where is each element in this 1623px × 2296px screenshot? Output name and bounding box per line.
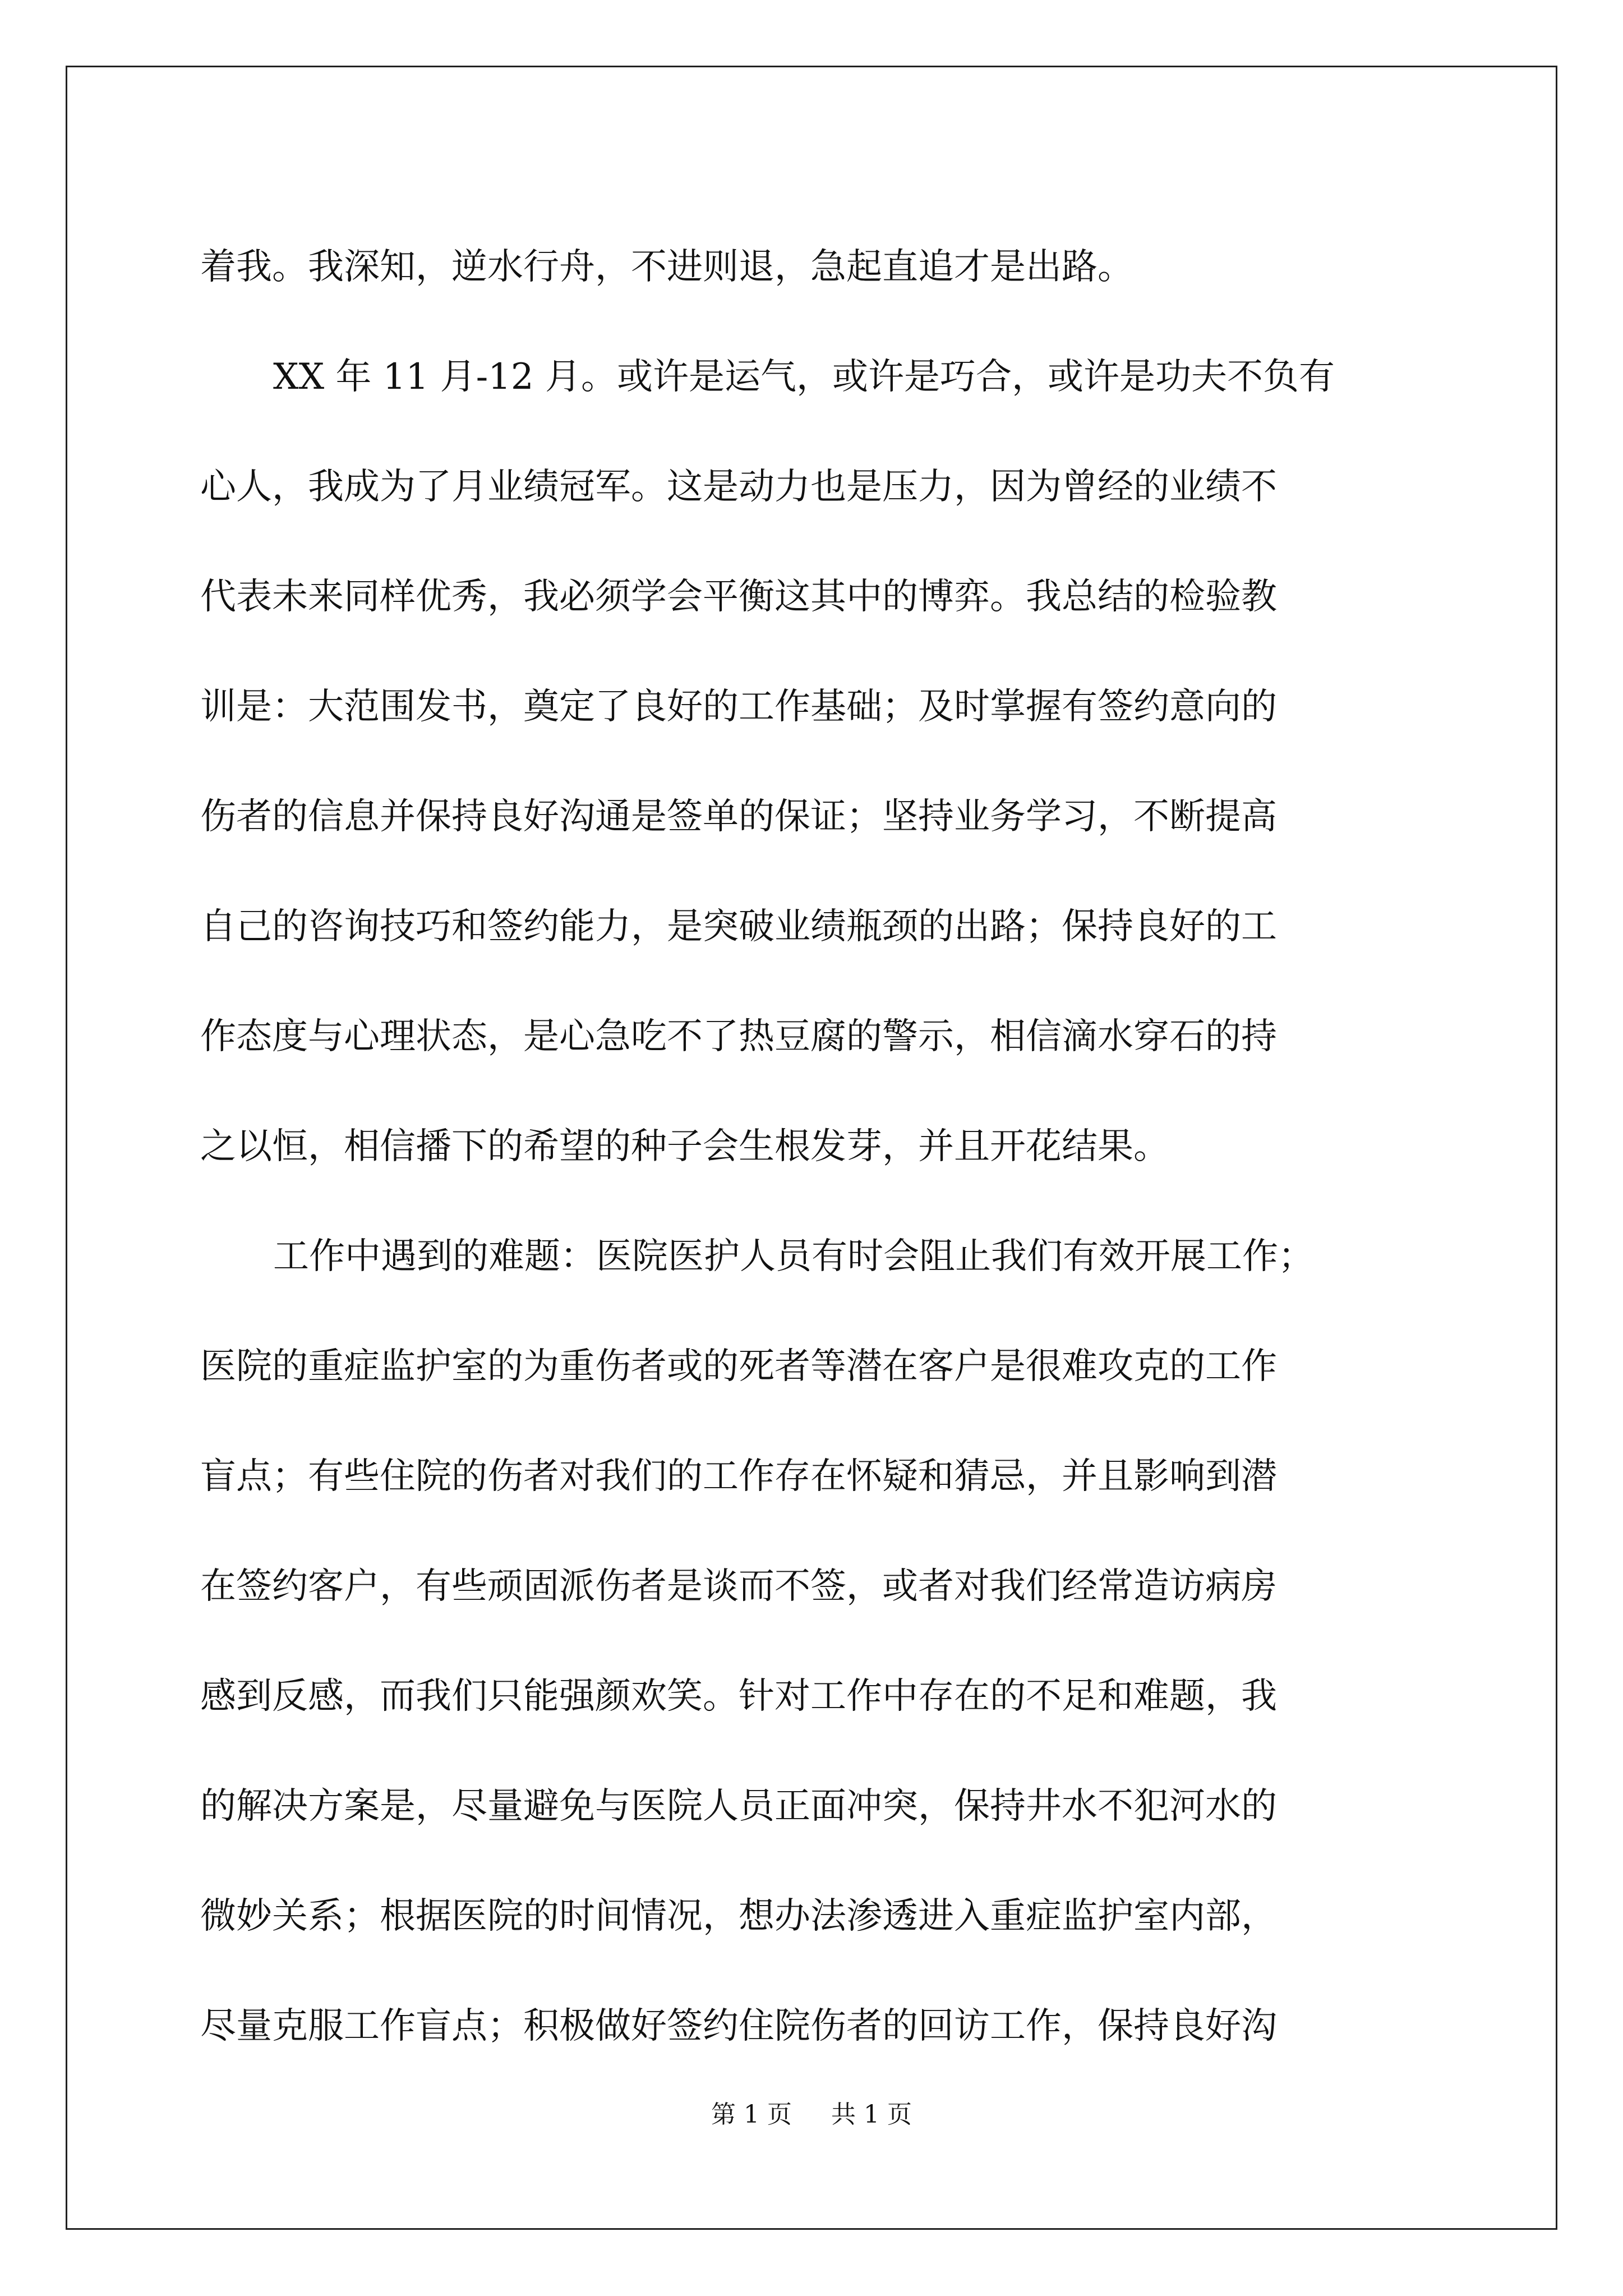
- text-line: 尽量克服工作盲点；积极做好签约住院伤者的回访工作，保持良好沟: [200, 2005, 1277, 2047]
- text-line: 感到反感，而我们只能强颜欢笑。针对工作中存在的不足和难题，我: [200, 1676, 1277, 1717]
- text-line: 的解决方案是，尽量避免与医院人员正面冲突，保持井水不犯河水的: [200, 1786, 1277, 1827]
- text-line: 医院的重症监护室的为重伤者或的死者等潜在客户是很难攻克的工作: [200, 1346, 1277, 1387]
- text-line: 之以恒，相信播下的希望的种子会生根发芽，并且开花结果。: [200, 1126, 1169, 1167]
- text-line: 训是：大范围发书，奠定了良好的工作基础；及时掌握有签约意向的: [200, 686, 1277, 728]
- text-line: 微妙关系；根据医院的时间情况，想办法渗透进入重症监护室内部，: [200, 1895, 1277, 1937]
- text-line: 自己的咨询技巧和签约能力，是突破业绩瓶颈的出路；保持良好的工: [200, 906, 1277, 947]
- page-total: 共 1 页: [831, 2100, 912, 2129]
- text-line: 在签约客户，有些顽固派伤者是谈而不签，或者对我们经常造访病房: [200, 1566, 1277, 1607]
- text-line: 伤者的信息并保持良好沟通是签单的保证；坚持业务学习，不断提高: [200, 796, 1277, 838]
- text-line: 作态度与心理状态，是心急吃不了热豆腐的警示，相信滴水穿石的持: [200, 1016, 1277, 1057]
- text-line: 心人，我成为了月业绩冠军。这是动力也是压力，因为曾经的业绩不: [200, 466, 1277, 508]
- page-number: 第 1 页: [711, 2100, 792, 2129]
- text-line: 盲点；有些住院的伤者对我们的工作存在怀疑和猜忌，并且影响到潜: [200, 1456, 1277, 1497]
- document-body: [200, 212, 1434, 2081]
- text-line: 代表未来同样优秀，我必须学会平衡这其中的博弈。我总结的检验教: [200, 576, 1277, 618]
- text-line: 工作中遇到的难题：医院医护人员有时会阻止我们有效开展工作；: [273, 1236, 1314, 1277]
- page-footer: [0, 2098, 1623, 2132]
- text-line: 着我。我深知，逆水行舟，不进则退，急起直追才是出路。: [200, 246, 1133, 288]
- text-line: XX 年 11 月-12 月。或许是运气，或许是巧合，或许是功夫不负有: [273, 356, 1335, 398]
